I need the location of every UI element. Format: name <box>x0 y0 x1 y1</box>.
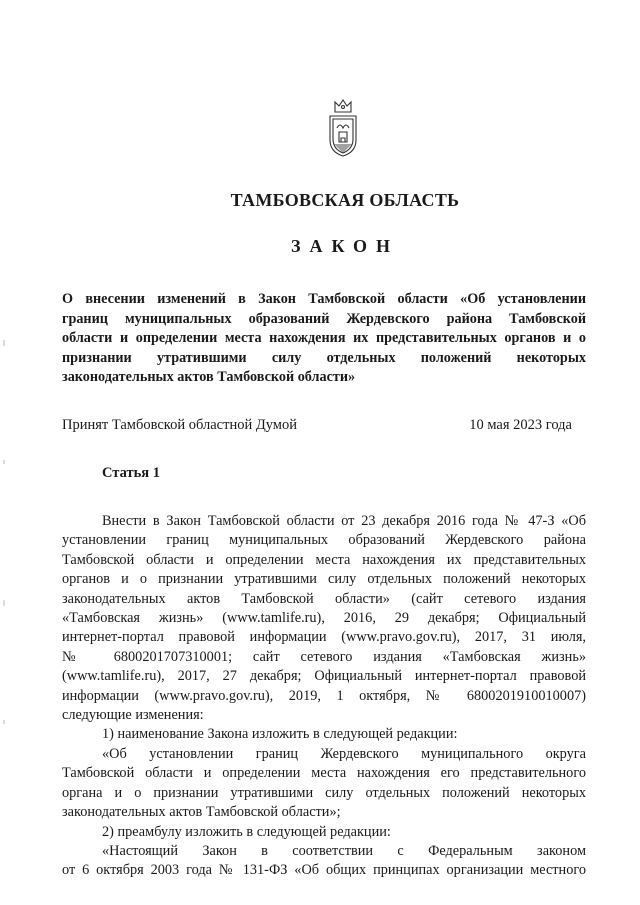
body-line: «Настоящий Закон в соответствии с Федеральным законом <box>102 842 586 859</box>
region-name: ТАМБОВСКАЯ ОБЛАСТЬ <box>230 190 460 210</box>
title-line: границ муниципальных образований Жердевского района Тамбовской <box>62 310 586 327</box>
body-line: органов и о признании утратившими силу отдельных положений некоторых <box>62 571 586 588</box>
body-line: установлении границ муниципальных образований Жердевского района <box>62 532 586 549</box>
title-line: области и определении места нахождения их представительных органов и о <box>62 330 586 346</box>
scan-edge-marks <box>3 340 5 740</box>
body-line: интернет-портал правовой информации (www.pravo.gov.ru), 2017, 31 июля, <box>62 629 586 646</box>
body-line: (www.tamlife.ru), 2017, 27 декабря; Официальный интернет-портал правовой <box>62 668 586 685</box>
article-body <box>62 512 586 881</box>
adopted-by: Принят Тамбовской областной Думой <box>62 417 297 433</box>
body-line: органа и о признании утратившими силу отдельных положений некоторых <box>62 784 586 801</box>
article-heading: Статья 1 <box>102 465 160 481</box>
title-line: признании утратившими силу отдельных положений некоторых <box>62 349 586 366</box>
body-line: от 6 октября 2003 года № 131-ФЗ «Об общих принципах организации местного <box>62 862 586 879</box>
body-line: 2) преамбулу изложить в следующей редакции: <box>102 823 391 840</box>
body-line: законодательных актов Тамбовской области» (сайт сетевого издания <box>62 590 586 607</box>
body-line: «Тамбовская жизнь» (www.tamlife.ru), 2016, 29 декабря; Официальный <box>62 610 586 627</box>
body-line: «Об установлении границ Жердевского муниципального округа <box>102 745 586 762</box>
body-line: Тамбовской области и определении места нахождения его представительного <box>62 765 586 782</box>
law-title <box>62 290 586 388</box>
coat-of-arms-icon <box>326 98 360 158</box>
body-line: информации (www.pravo.gov.ru), 2019, 1 октября, № 6800201910010007) <box>62 687 586 704</box>
body-line: 1) наименование Закона изложить в следующей редакции: <box>102 726 458 743</box>
adoption-date: 10 мая 2023 года <box>469 417 572 433</box>
body-line: следующие изменения: <box>62 707 204 724</box>
body-line: законодательных актов Тамбовской области»; <box>62 804 341 821</box>
title-line: законодательных актов Тамбовской области» <box>62 369 356 385</box>
body-line: Внести в Закон Тамбовской области от 23 декабря 2016 года № 47-З «Об <box>102 513 586 529</box>
document-type: ЗАКОН <box>290 236 400 256</box>
body-line: Тамбовской области и определении места нахождения их представительных <box>62 551 586 568</box>
body-line: № 6800201707310001; сайт сетевого издания «Тамбовская жизнь» <box>62 648 586 665</box>
title-line: О внесении изменений в Закон Тамбовской области «Об установлении <box>62 291 586 307</box>
